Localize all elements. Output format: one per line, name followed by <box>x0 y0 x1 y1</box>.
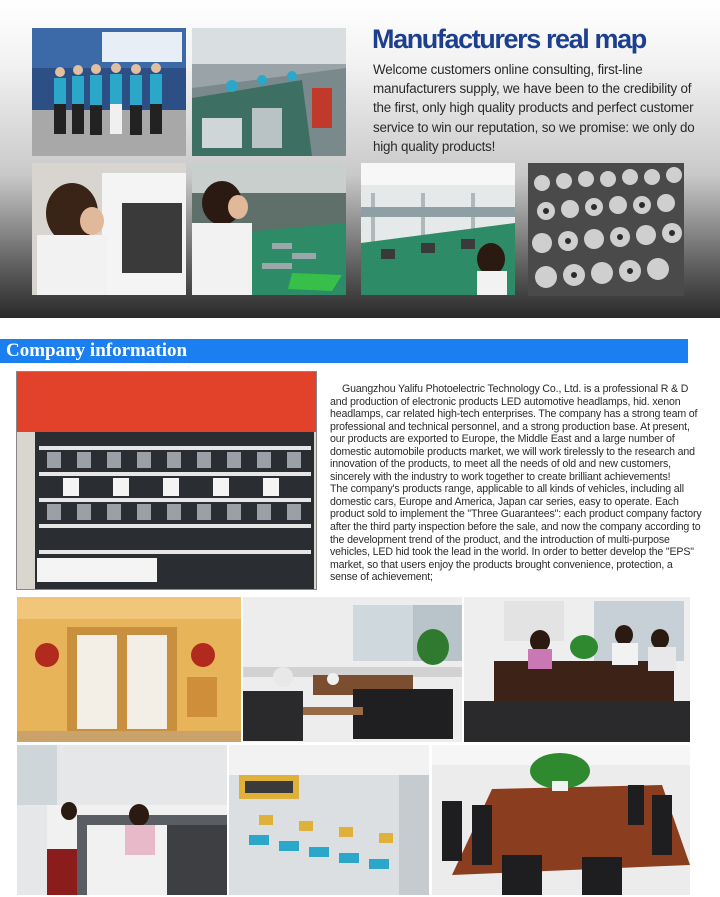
photo-worker-assembly <box>192 163 346 295</box>
photo-worker-inspection <box>32 163 186 295</box>
section-title: Company information <box>6 340 188 361</box>
photo-production-line <box>192 28 346 156</box>
factory-gallery-section <box>0 0 720 318</box>
photo-meeting-lounge <box>243 597 462 742</box>
photo-office-staff <box>464 597 690 742</box>
company-info-bar <box>0 339 688 363</box>
photo-office-desk <box>17 745 227 895</box>
company-paragraph: The company's products range, applicable to all kinds of vehicles, including all domestic cars, Europe and America, Japan car series, easy to operate. Each product sold to implement the "Three Guarantees": each product company factory after the third party inspection before the sale, and now the company according to the development trend of the product, and the introduction of multi-purpose vehicles, LED hid took the lead in the world. In order to better develop the "EPS" market, so that users enjoy the products brought convenience, protection, a sense of achievement; <box>330 483 702 584</box>
company-description <box>330 383 702 584</box>
photo-exhibition-team <box>32 28 186 156</box>
page-title: Manufacturers real map <box>372 24 646 54</box>
photo-showroom <box>16 371 317 590</box>
photo-lamp-components <box>528 163 684 296</box>
photo-workshop-benches <box>361 163 515 295</box>
photo-conference-room <box>432 745 690 895</box>
photo-product-testing <box>229 745 429 895</box>
intro-text: Welcome customers online consulting, first-line manufacturers supply, we have been to the credibility of the first, only high quality products and perfect customer service to win our reputation, so we promise: we only do high quality products! <box>373 62 695 154</box>
photo-office-entrance <box>17 597 241 742</box>
company-paragraph: Guangzhou Yalifu Photoelectric Technology Co., Ltd. is a professional R & D and production of electronic products LED automotive headlamps, hid. xenon headlamps, car related high-tech enterprises. The company has a strong team of professional and technical personnel, and a strong production base. At present, our products are exported to Europe, the Middle East and a large number of domestic automobile products market, we will work tirelessly to the research and innovation of the products, to meet all the needs of old and new customers, sincerely with the industry to work together to create brilliant achievements! <box>330 383 698 483</box>
